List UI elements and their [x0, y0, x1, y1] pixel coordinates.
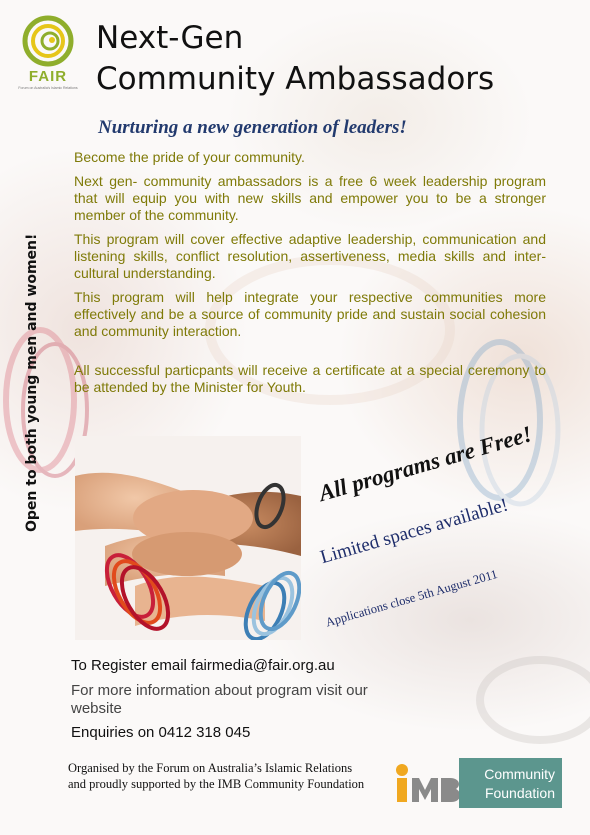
title-line-1: Next-Gen — [96, 20, 244, 56]
promo-slogans — [300, 421, 560, 630]
paragraph-topics: This program will cover effective adaptive leadership, communication and listening skills, conflict resolution, assertiveness, media skills and inter-cultural understanding. — [74, 231, 546, 281]
limited-spaces-slogan: Limited spaces available! — [318, 494, 511, 569]
page-title — [96, 18, 494, 100]
paragraph-intro: Become the pride of your community. — [74, 149, 305, 165]
community-foundation-line-1: Community — [484, 766, 555, 782]
community-foundation-logo — [459, 758, 562, 808]
subtitle: Nurturing a new generation of leaders! — [98, 117, 407, 138]
organiser-line-1: Organised by the Forum on Australia’s Islamic Relations — [68, 761, 353, 775]
fair-logo-swirl-icon — [18, 14, 78, 70]
paragraph-integration: This program will help integrate your respective communities more effectively and be a source of community pride and sustain social cohesion and community interaction. — [74, 289, 546, 339]
community-foundation-line-2: Foundation — [484, 785, 555, 801]
fair-logo-subtext: Forum on Australia's Islamic Relations — [18, 86, 78, 90]
imb-logo-mark-icon — [388, 760, 460, 808]
free-programs-slogan: All programs are Free! — [316, 421, 535, 507]
fair-logo — [18, 14, 78, 96]
imb-logo — [388, 760, 460, 808]
paragraph-program: Next gen- community ambassadors is a free 6 week leadership program that will equip you with new skills and empower you to be a stronger member of the community. — [74, 173, 546, 223]
hands-photo — [75, 436, 301, 640]
stacked-hands-illustration — [75, 436, 301, 640]
organiser-line-2: and proudly supported by the IMB Community Foundation — [68, 777, 365, 791]
organiser-credit — [68, 760, 388, 792]
register-email-text: To Register email fairmedia@fair.org.au — [71, 657, 335, 674]
title-line-2: Community Ambassadors — [96, 61, 495, 97]
more-info-text: For more information about program visit our website — [71, 682, 368, 717]
fair-logo-text: FAIR — [28, 68, 68, 85]
applications-close-slogan: Applications close 5th August 2011 — [324, 566, 499, 630]
side-banner-text: Open to both young men and women! — [24, 233, 40, 532]
enquiries-phone-text: Enquiries on 0412 318 045 — [71, 724, 251, 741]
program-description — [74, 149, 546, 403]
paragraph-certificate: All successful particpants will receive a certificate at a special ceremony to be attended by the Minister for Youth. — [74, 362, 546, 395]
